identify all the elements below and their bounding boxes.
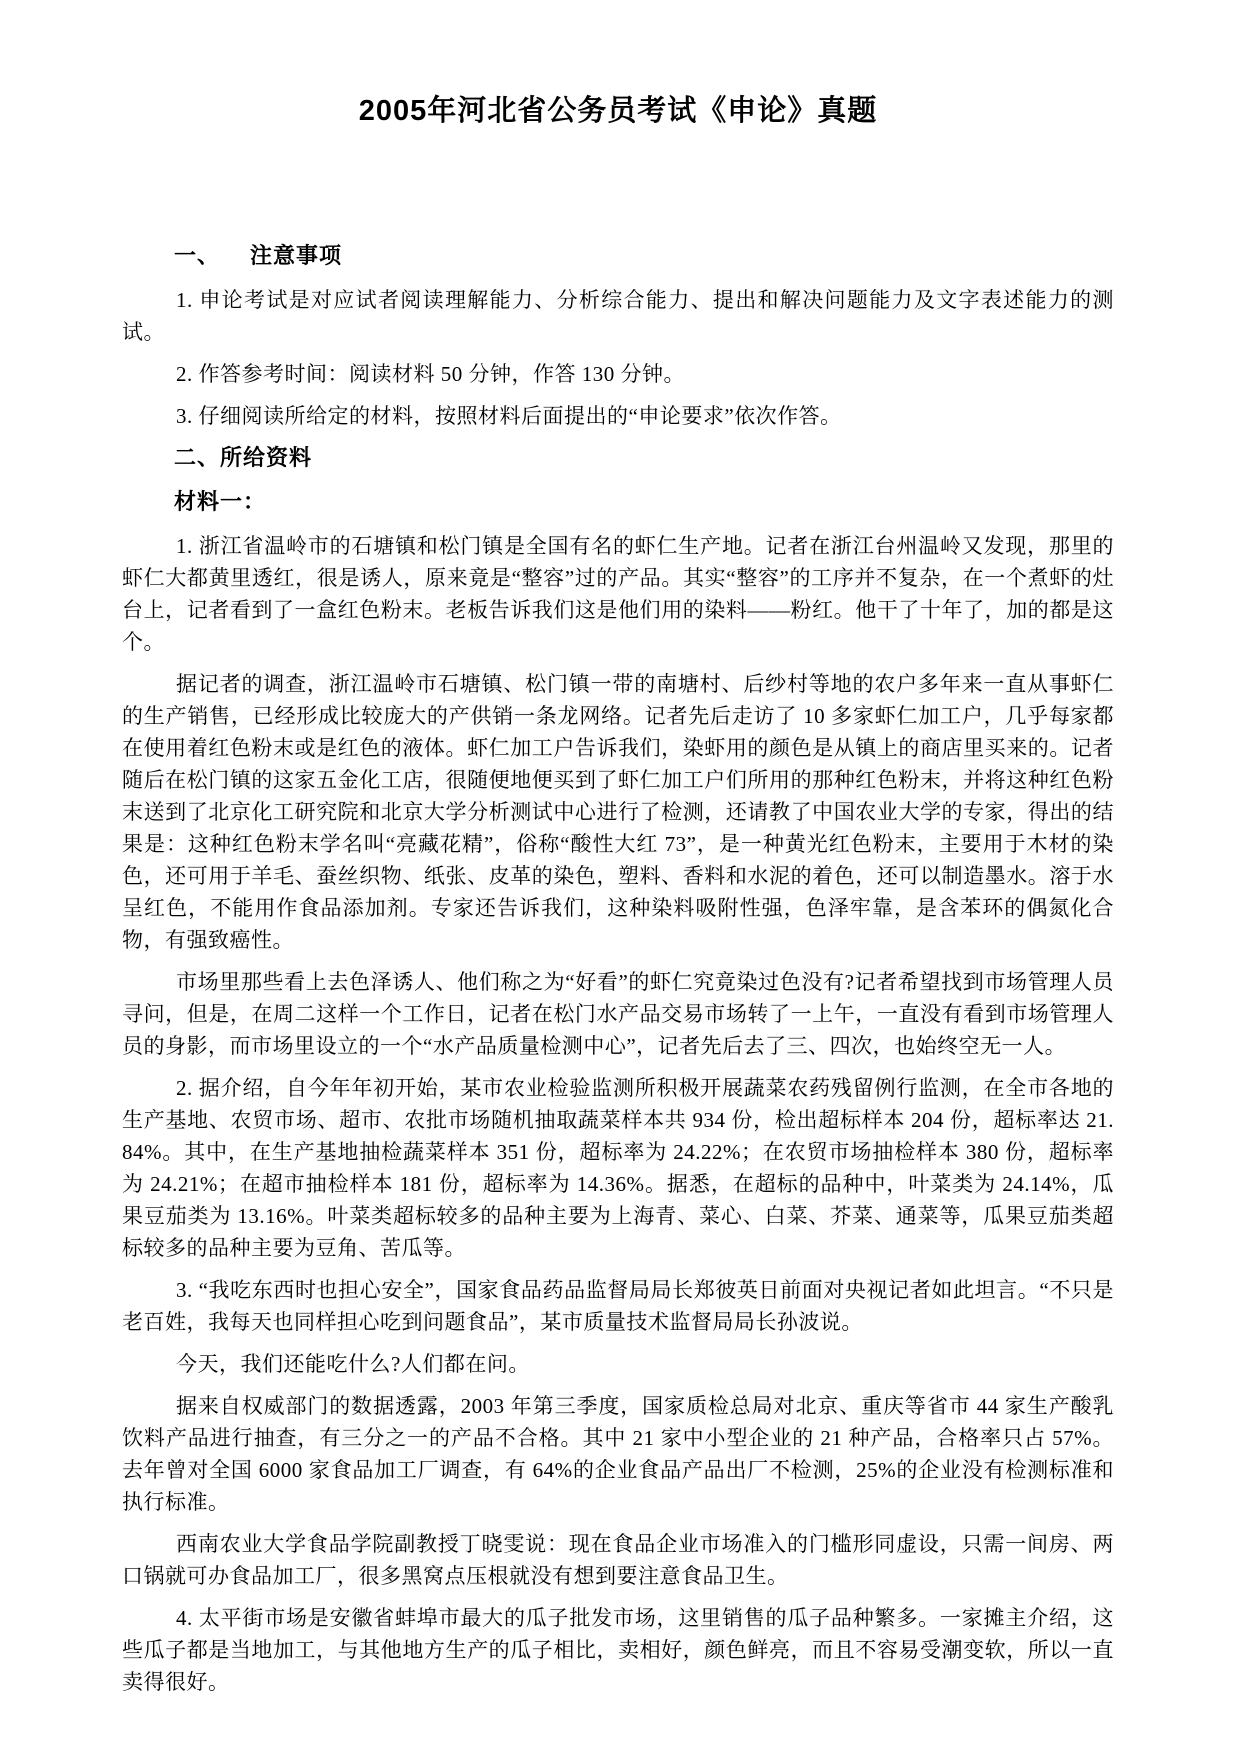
notice-section-title: 注意事项 [250,243,343,268]
material-paragraph-2: 据记者的调查，浙江温岭市石塘镇、松门镇一带的南塘村、后纱村等地的农户多年来一直从事虾仁的生产销售，已经形成比较庞大的产供销一条龙网络。记者先后走访了 10 多家虾仁加工户，几乎每家都在使用着红色粉末或是红色的液体。虾仁加工户告诉我们，染虾用的颜色是从镇上的商店里买来的。记者随后在松门镇的这家五金化工店，很随便地便买到了虾仁加工户们所用的那种红色粉末，并将这种红色粉末送到了北京化工研究院和北京大学分析测试中心进行了检测，还请教了中国农业大学的专家，得出的结果是：这种红色粉末学名叫“亮藏花精”，俗称“酸性大红 73”，是一种黄光红色粉末，主要用于木材的染色，还可用于羊毛、蚕丝织物、纸张、皮革的染色，塑料、香料和水泥的着色，还可以制造墨水。溶于水呈红色，不能用作食品添加剂。专家还告诉我们，这种染料吸附性强，色泽牢靠，是含苯环的偶氮化合物，有强致癌性。 [122,672,1114,952]
material-one-body [122,530,1114,1698]
notice-item-1: 1. 申论考试是对应试者阅读理解能力、分析综合能力、提出和解决问题能力及文字表述能力的测试。 [122,288,1114,344]
materials-section-heading: 二、所给资料 [174,445,313,470]
material-one-label: 材料一： [174,489,267,514]
material-paragraph-5: 3. “我吃东西时也担心安全”，国家食品药品监督局局长郑彼英日前面对央视记者如此坦言。“不只是老百姓，我每天也同样担心吃到问题食品”，某市质量技术监督局局长孙波说。 [122,1278,1114,1334]
notice-items [122,284,1114,432]
document-title: 2005年河北省公务员考试《申论》真题 [358,95,878,127]
material-paragraph-9: 4. 太平街市场是安徽省蚌埠市最大的瓜子批发市场，这里销售的瓜子品种繁多。一家摊主介绍，这些瓜子都是当地加工，与其他地方生产的瓜子相比，卖相好，颜色鲜亮，而且不容易受潮变软，所以一直卖得很好。 [122,1606,1114,1694]
material-paragraph-3: 市场里那些看上去色泽诱人、他们称之为“好看”的虾仁究竟染过色没有?记者希望找到市场管理人员寻问，但是，在周二这样一个工作日，记者在松门水产品交易市场转了一上午，一直没有看到市场管理人员的身影，而市场里设立的一个“水产品质量检测中心”，记者先后去了三、四次，也始终空无一人。 [122,970,1114,1058]
material-paragraph-1: 1. 浙江省温岭市的石塘镇和松门镇是全国有名的虾仁生产地。记者在浙江台州温岭又发现，那里的虾仁大都黄里透红，很是诱人，原来竟是“整容”过的产品。其实“整容”的工序并不复杂，在一个煮虾的灶台上，记者看到了一盒红色粉末。老板告诉我们这是他们用的染料——粉红。他干了十年了，加的都是这个。 [122,534,1114,654]
material-paragraph-6: 今天，我们还能吃什么?人们都在问。 [176,1352,530,1376]
notice-item-2: 2. 作答参考时间：阅读材料 50 分钟，作答 130 分钟。 [176,362,685,386]
material-paragraph-8: 西南农业大学食品学院副教授丁晓雯说：现在食品企业市场准入的门槛形同虚设，只需一间房、两口锅就可办食品加工厂，很多黑窝点压根就没有想到要注意食品卫生。 [122,1532,1114,1588]
notice-section-heading [122,240,1114,272]
material-paragraph-7: 据来自权威部门的数据透露，2003 年第三季度，国家质检总局对北京、重庆等省市 44 家生产酸乳饮料产品进行抽查，有三分之一的产品不合格。其中 21 家中小型企业的 21 种产品，合格率只占 57%。去年曾对全国 6000 家食品加工厂调查，有 64%的企业食品产品出厂不检测，25%的企业没有检测标准和执行标准。 [122,1394,1114,1514]
material-paragraph-4: 2. 据介绍，自今年年初开始，某市农业检验监测所积极开展蔬菜农药残留例行监测，在全市各地的生产基地、农贸市场、超市、农批市场随机抽取蔬菜样本共 934 份，检出超标样本 204 份，超标率达 21.84%。其中，在生产基地抽检蔬菜样本 351 份，超标率为 24.22%；在农贸市场抽检样本 380 份，超标率为 24.21%；在超市抽检样本 181 份，超标率为 14.36%。据悉，在超标的品种中，叶菜类为 24.14%，瓜果豆茄类为 13.16%。叶菜类超标较多的品种主要为上海青、菜心、白菜、芥菜、通菜等，瓜果豆茄类超标较多的品种主要为豆角、苦瓜等。 [122,1076,1114,1260]
notice-section-number: 一、 [174,243,221,268]
notice-item-3: 3. 仔细阅读所给定的材料，按照材料后面提出的“申论要求”依次作答。 [176,404,842,428]
